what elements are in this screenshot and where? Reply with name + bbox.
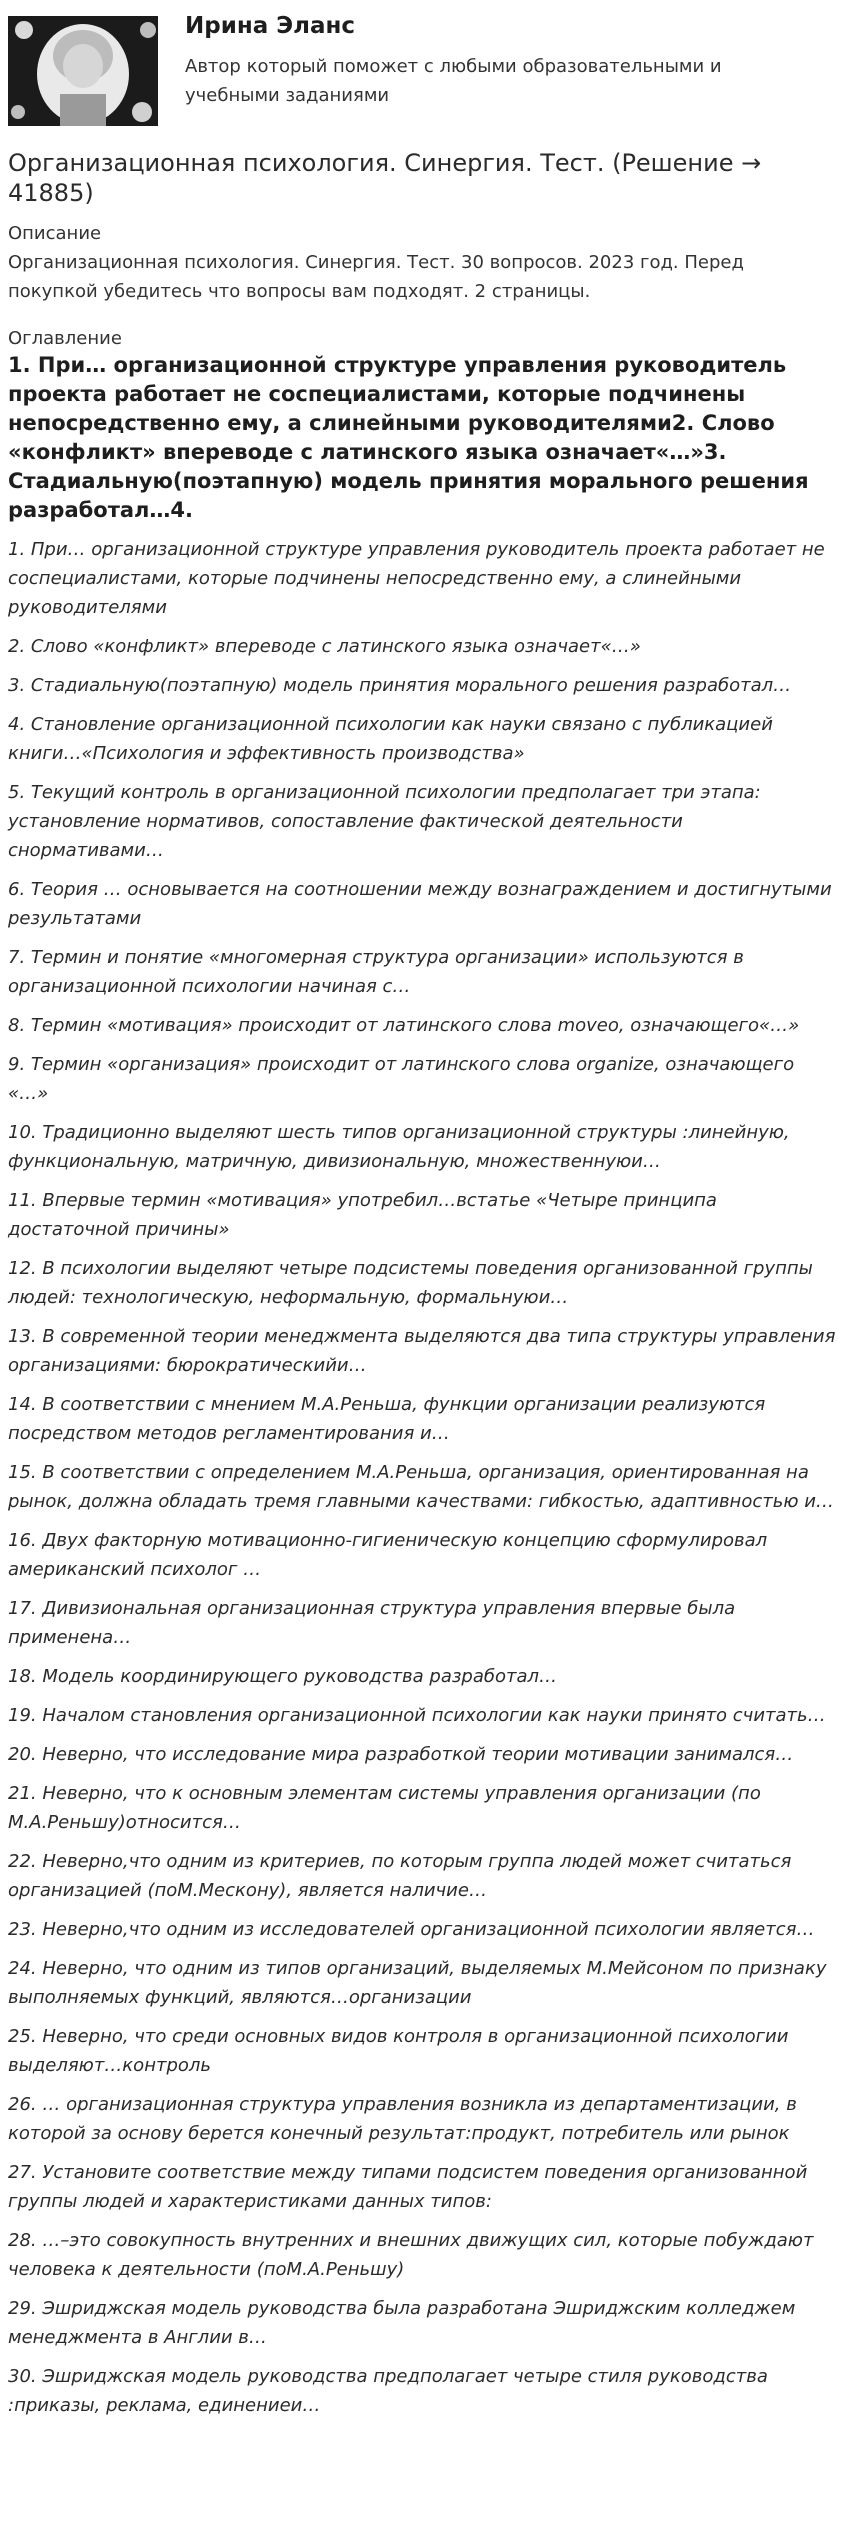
question-item: 29. Эшриджская модель руководства была разработана Эшриджским колледжем менеджмента в Англии в… — [8, 2298, 796, 2348]
question-item: 25. Неверно, что среди основных видов контроля в организационной психологии выделяют…контроль — [8, 2026, 789, 2076]
question-item: 12. В психологии выделяют четыре подсистемы поведения организованной группы людей: технологическую, неформальную, формальнуюи… — [8, 1258, 813, 1308]
question-item: 21. Неверно, что к основным элементам системы управления организации (по М.А.Реньшу)относится… — [8, 1783, 761, 1833]
author-description: Автор который поможет с любыми образовательными и учебными заданиями — [185, 56, 722, 106]
work-title: Организационная психология. Синергия. Тест. (Решение → 41885) — [8, 149, 762, 207]
question-item: 19. Началом становления организационной психологии как науки принято считать… — [8, 1705, 826, 1726]
question-item: 7. Термин и понятие «многомерная структура организации» используются в организационной психологии начиная с… — [8, 947, 744, 997]
question-item: 20. Неверно, что исследование мира разработкой теории мотивации занимался… — [8, 1744, 794, 1765]
question-item: 11. Впервые термин «мотивация» употребил…встатье «Четыре принципа достаточной причины» — [8, 1190, 717, 1240]
question-item: 30. Эшриджская модель руководства предполагает четыре стиля руководства :приказы, реклама, единениеи… — [8, 2366, 768, 2416]
question-item: 15. В соответствии с определением М.А.Реньша, организация, ориентированная на рынок, должна обладать тремя главными качествами: гибкостью, адаптивностью и… — [8, 1462, 834, 1512]
author-avatar[interactable] — [8, 16, 158, 126]
work-description: Организационная психология. Синергия. Тест. 30 вопросов. 2023 год. Перед покупкой убедитесь что вопросы вам подходят. 2 страницы. — [8, 252, 744, 302]
toc-label: Оглавление — [8, 328, 122, 349]
question-item: 2. Слово «конфликт» впереводе с латинского языка означает«…» — [8, 636, 641, 657]
question-item: 8. Термин «мотивация» происходит от латинского слова moveo, означающего«…» — [8, 1015, 800, 1036]
question-item: 16. Двух факторную мотивационно-гигиеническую концепцию сформулировал американский психолог … — [8, 1530, 768, 1580]
question-item: 17. Дивизиональная организационная структура управления впервые была применена… — [8, 1598, 736, 1648]
toc-summary: 1. При… организационной структуре управления руководитель проекта работает не соспециалистами, которые подчинены непосредственно ему, а слинейными руководителями2. Слово «конфликт» впереводе с латинского языка означает«…»3. Стадиальную(поэтапную) модель принятия морального решения разработал…4. — [8, 353, 809, 522]
avatar-image — [8, 16, 158, 126]
question-item: 9. Термин «организация» происходит от латинского слова organize, означающего «…» — [8, 1054, 795, 1104]
work-content — [8, 148, 838, 2430]
question-list — [8, 535, 838, 2420]
question-item: 13. В современной теории менеджмента выделяются два типа структуры управления организациями: бюрократическийи… — [8, 1326, 836, 1376]
author-card — [8, 8, 843, 128]
question-item: 4. Становление организационной психологии как науки связано с публикацией книги…«Психология и эффективность производства» — [8, 714, 773, 764]
question-item: 22. Неверно,что одним из критериев, по которым группа людей может считаться организацией (поМ.Мескону), является наличие… — [8, 1851, 792, 1901]
question-item: 23. Неверно,что одним из исследователей организационной психологии является… — [8, 1919, 815, 1940]
author-name[interactable]: Ирина Эланс — [185, 13, 356, 39]
question-item: 3. Стадиальную(поэтапную) модель принятия морального решения разработал… — [8, 675, 792, 696]
question-item: 18. Модель координирующего руководства разработал… — [8, 1666, 558, 1687]
question-item: 5. Текущий контроль в организационной психологии предполагает три этапа: установление нормативов, сопоставление фактической деятельности снормативами… — [8, 782, 761, 861]
question-item: 28. …–это совокупность внутренних и внешних движущих сил, которые побуждают человека к деятельности (поМ.А.Реньшу) — [8, 2230, 814, 2280]
question-item: 14. В соответствии с мнением М.А.Реньша, функции организации реализуются посредством методов регламентирования и… — [8, 1394, 766, 1444]
question-item: 27. Установите соответствие между типами подсистем поведения организованной группы людей и характеристиками данных типов: — [8, 2162, 808, 2212]
description-label: Описание — [8, 223, 102, 244]
question-item: 26. … организационная структура управления возникла из департаментизации, в которой за основу берется конечный результат:продукт, потребитель или рынок — [8, 2094, 797, 2144]
question-item: 24. Неверно, что одним из типов организаций, выделяемых М.Мейсоном по признаку выполняемых функций, являются…организации — [8, 1958, 827, 2008]
question-item: 1. При… организационной структуре управления руководитель проекта работает не соспециалистами, которые подчинены непосредственно ему, а слинейными руководителями — [8, 539, 825, 618]
question-item: 6. Теория … основывается на соотношении между вознаграждением и достигнутыми результатами — [8, 879, 832, 929]
question-item: 10. Традиционно выделяют шесть типов организационной структуры :линейную, функциональную, матричную, дивизиональную, множественнуюи… — [8, 1122, 790, 1172]
